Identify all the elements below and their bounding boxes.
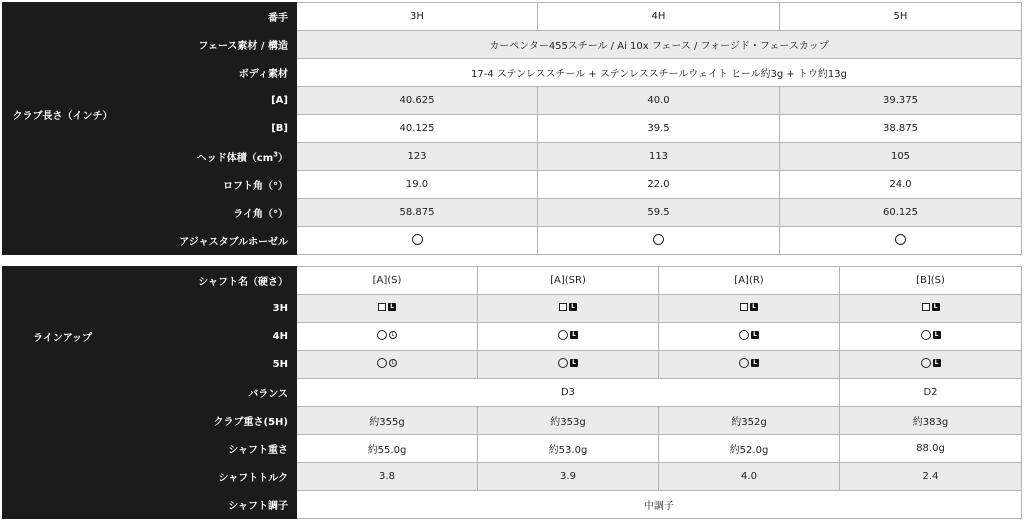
spec-spacer — [3, 227, 123, 255]
group-label-length: クラブ長さ（インチ） — [3, 87, 123, 143]
cell-loft-4h: 22.0 — [538, 171, 780, 199]
lineup-spacer — [3, 407, 123, 435]
l-circle-icon: L — [389, 359, 397, 367]
cell-shaft-weight-3: 88.0g — [840, 435, 1022, 463]
row-label-3h: 3H — [123, 295, 297, 323]
cell-club-weight-3: 約383g — [840, 407, 1022, 435]
cell-shaft-b-s: [B](S) — [840, 267, 1022, 295]
lineup-spacer — [3, 435, 123, 463]
spec-corner — [3, 3, 123, 31]
circle-icon — [377, 330, 387, 340]
l-badge-icon: L — [933, 331, 941, 339]
spec-row-number — [3, 3, 1022, 31]
box-icon — [559, 303, 567, 311]
row-label-loft: ロフト角（°） — [123, 171, 297, 199]
lineup-row-balance — [3, 379, 1022, 407]
cell-torque-1: 3.9 — [478, 463, 659, 491]
lineup-corner — [3, 267, 123, 295]
cell-shaft-weight-2: 約52.0g — [659, 435, 840, 463]
cell-hosel-4h — [538, 227, 780, 255]
row-label-length-b: [B] — [123, 115, 297, 143]
avail-3h-3 — [840, 295, 1022, 323]
cell-body: 17-4 ステンレススチール + ステンレススチールウェイト ヒール約3g + トウ約13g — [297, 59, 1022, 87]
row-label-torque: シャフトトルク — [123, 463, 297, 491]
row-label-length-a: [A] — [123, 87, 297, 115]
spec-table — [2, 2, 1022, 255]
lineup-row-shaft — [3, 267, 1022, 295]
avail-5h-2 — [659, 351, 840, 379]
volume-label-end: ） — [278, 153, 288, 164]
spec-row-body — [3, 59, 1022, 87]
row-label-kick: シャフト調子 — [123, 491, 297, 519]
row-label-volume — [123, 143, 297, 171]
avail-4h-1 — [478, 323, 659, 351]
cell-torque-2: 4.0 — [659, 463, 840, 491]
circle-icon — [895, 234, 906, 245]
cell-loft-3h: 19.0 — [297, 171, 538, 199]
cell-hosel-5h — [780, 227, 1022, 255]
l-circle-icon: L — [389, 331, 397, 339]
cell-club-weight-0: 約355g — [297, 407, 478, 435]
circle-icon — [558, 358, 568, 368]
cell-torque-3: 2.4 — [840, 463, 1022, 491]
circle-icon — [558, 330, 568, 340]
volume-label-sup: 3 — [273, 150, 278, 159]
avail-5h-1 — [478, 351, 659, 379]
circle-icon — [921, 358, 931, 368]
row-label-face: フェース素材 / 構造 — [123, 31, 297, 59]
cell-lie-3h: 58.875 — [297, 199, 538, 227]
lineup-row-club-weight — [3, 407, 1022, 435]
spec-spacer — [3, 199, 123, 227]
cell-face: カーペンター455スチール / Ai 10x フェース / フォージド・フェースカップ — [297, 31, 1022, 59]
spec-row-length-b — [3, 115, 1022, 143]
circle-icon — [412, 234, 423, 245]
group-label-lineup: ラインアップ — [3, 323, 123, 351]
cell-number-3h: 3H — [297, 3, 538, 31]
row-label-shaft-weight: シャフト重さ — [123, 435, 297, 463]
avail-5h-3 — [840, 351, 1022, 379]
cell-shaft-a-s: [A](S) — [297, 267, 478, 295]
circle-icon — [653, 234, 664, 245]
cell-club-weight-2: 約352g — [659, 407, 840, 435]
cell-torque-0: 3.8 — [297, 463, 478, 491]
spec-spacer — [3, 171, 123, 199]
l-badge-icon: L — [933, 359, 941, 367]
spec-spacer — [3, 59, 123, 87]
row-label-number: 番手 — [123, 3, 297, 31]
spec-row-face — [3, 31, 1022, 59]
avail-3h-0 — [297, 295, 478, 323]
lineup-spacer — [3, 463, 123, 491]
avail-4h-3 — [840, 323, 1022, 351]
row-label-hosel: アジャスタブルホーゼル — [123, 227, 297, 255]
cell-number-4h: 4H — [538, 3, 780, 31]
circle-icon — [739, 358, 749, 368]
l-badge-icon: L — [570, 331, 578, 339]
cell-lie-4h: 59.5 — [538, 199, 780, 227]
spec-row-loft — [3, 171, 1022, 199]
cell-volume-3h: 123 — [297, 143, 538, 171]
lineup-row-kick — [3, 491, 1022, 519]
spec-row-lie — [3, 199, 1022, 227]
lineup-table — [2, 266, 1022, 519]
spec-spacer — [3, 143, 123, 171]
cell-kick: 中調子 — [297, 491, 1022, 519]
l-badge-icon: L — [751, 331, 759, 339]
lineup-row-5h — [3, 351, 1022, 379]
spec-row-length-a — [3, 87, 1022, 115]
lineup-spacer — [3, 379, 123, 407]
row-label-lie: ライ角（°） — [123, 199, 297, 227]
cell-hosel-3h — [297, 227, 538, 255]
cell-length-a-5h: 39.375 — [780, 87, 1022, 115]
cell-volume-4h: 113 — [538, 143, 780, 171]
circle-icon — [921, 330, 931, 340]
volume-label-text: ヘッド体積（cm — [196, 153, 274, 164]
lineup-spacer — [3, 295, 123, 323]
lineup-row-3h — [3, 295, 1022, 323]
cell-number-5h: 5H — [780, 3, 1022, 31]
l-badge-icon: L — [569, 303, 577, 311]
avail-5h-0 — [297, 351, 478, 379]
row-label-balance: バランス — [123, 379, 297, 407]
spec-spacer — [3, 31, 123, 59]
box-icon — [378, 303, 386, 311]
cell-volume-5h: 105 — [780, 143, 1022, 171]
l-badge-icon: L — [570, 359, 578, 367]
box-icon — [922, 303, 930, 311]
circle-icon — [739, 330, 749, 340]
l-badge-icon: L — [750, 303, 758, 311]
spec-row-volume — [3, 143, 1022, 171]
lineup-row-torque — [3, 463, 1022, 491]
cell-balance-b: D2 — [840, 379, 1022, 407]
cell-length-b-5h: 38.875 — [780, 115, 1022, 143]
cell-shaft-a-sr: [A](SR) — [478, 267, 659, 295]
row-label-club-weight: クラブ重さ(5H) — [123, 407, 297, 435]
cell-length-b-3h: 40.125 — [297, 115, 538, 143]
l-badge-icon: L — [751, 359, 759, 367]
avail-4h-0 — [297, 323, 478, 351]
row-label-body: ボディ素材 — [123, 59, 297, 87]
avail-3h-2 — [659, 295, 840, 323]
cell-balance-a: D3 — [297, 379, 840, 407]
lineup-row-shaft-weight — [3, 435, 1022, 463]
l-badge-icon: L — [388, 303, 396, 311]
lineup-spacer — [3, 491, 123, 519]
cell-shaft-weight-0: 約55.0g — [297, 435, 478, 463]
l-badge-icon: L — [932, 303, 940, 311]
cell-length-a-3h: 40.625 — [297, 87, 538, 115]
avail-4h-2 — [659, 323, 840, 351]
row-label-4h: 4H — [123, 323, 297, 351]
lineup-row-4h — [3, 323, 1022, 351]
cell-shaft-weight-1: 約53.0g — [478, 435, 659, 463]
cell-loft-5h: 24.0 — [780, 171, 1022, 199]
box-icon — [740, 303, 748, 311]
cell-lie-5h: 60.125 — [780, 199, 1022, 227]
avail-3h-1 — [478, 295, 659, 323]
row-label-shaft: シャフト名（硬さ） — [123, 267, 297, 295]
circle-icon — [377, 358, 387, 368]
lineup-spacer — [3, 351, 123, 379]
spec-row-hosel — [3, 227, 1022, 255]
cell-shaft-a-r: [A](R) — [659, 267, 840, 295]
cell-length-b-4h: 39.5 — [538, 115, 780, 143]
cell-club-weight-1: 約353g — [478, 407, 659, 435]
cell-length-a-4h: 40.0 — [538, 87, 780, 115]
row-label-5h: 5H — [123, 351, 297, 379]
